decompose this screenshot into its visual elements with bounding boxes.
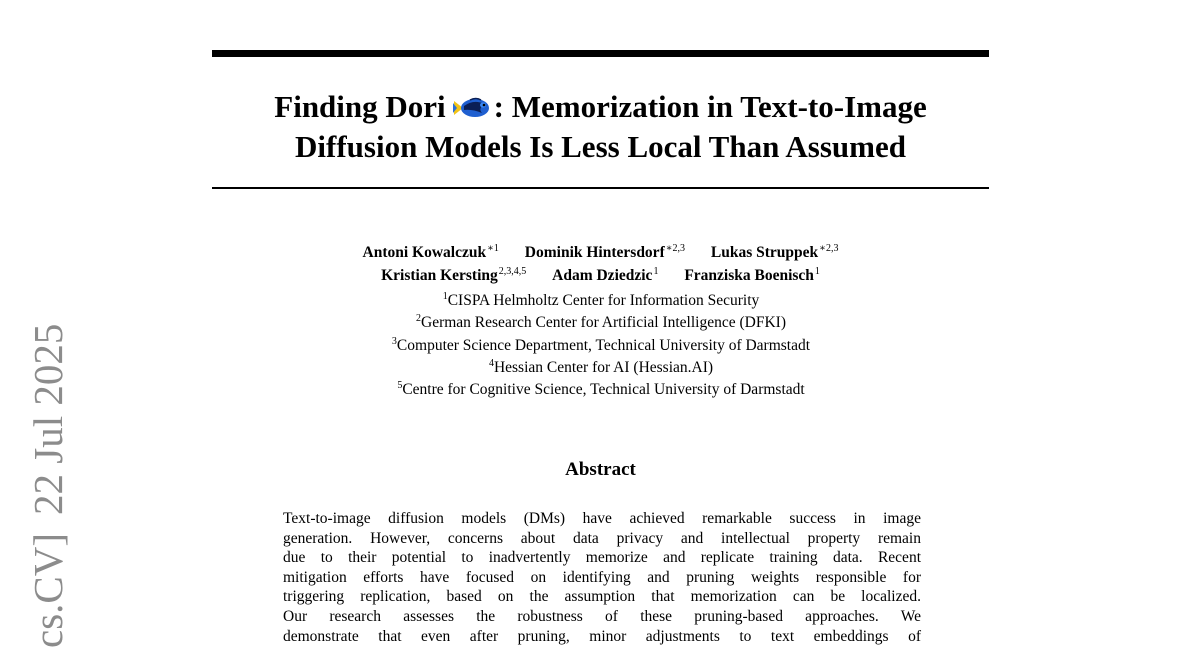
top-rule [212, 50, 989, 57]
abstract-line: due to their potential to inadvertently memorize and replicate training data. Recent [283, 549, 921, 567]
blue-tang-fish-icon [452, 97, 492, 119]
author-name: Antoni Kowalczuk [362, 244, 487, 261]
affiliation-number: 1 [442, 291, 448, 302]
affiliation-text: CISPA Helmholtz Center for Information Security [447, 292, 760, 309]
author-name: Adam Dziedzic [552, 266, 653, 284]
abstract-line: triggering replication, based on the assumption that memorization can be localized. [283, 588, 921, 606]
paper-title [212, 87, 989, 167]
affiliation [212, 379, 989, 401]
author-affiliation-mark: ∗2,3 [665, 243, 686, 254]
affiliation [212, 290, 989, 312]
author-affiliation-mark: 2,3,4,5 [498, 265, 527, 277]
abstract-line: demonstrate that even after pruning, minor adjustments to text embeddings of [283, 627, 921, 645]
author [552, 267, 658, 284]
abstract-line: generation. However, concerns about data privacy and intellectual property remain [283, 529, 921, 547]
affiliation-number: 5 [397, 380, 403, 392]
author-name: Kristian Kersting [381, 266, 498, 284]
author-affiliation-mark: ∗2,3 [819, 243, 839, 254]
title-text-end: : Memorization in Text-to-Image [493, 89, 927, 124]
title-text-start: Finding Dori [274, 89, 446, 124]
affiliation-text: German Research Center for Artificial Intelligence (DFKI) [421, 314, 786, 332]
author-affiliation-mark: ∗1 [487, 243, 499, 254]
author-affiliation-mark: 1 [653, 265, 659, 277]
author-list [212, 242, 989, 287]
affiliation-list [212, 290, 989, 401]
affiliation-number: 2 [416, 313, 422, 325]
abstract-line: mitigation efforts have focused on identifying and pruning weights responsible for [283, 568, 921, 586]
affiliation-number: 4 [488, 357, 494, 369]
affiliation-text: Computer Science Department, Technical University of Darmstadt [396, 336, 811, 354]
author-name: Lukas Struppek [710, 244, 819, 261]
author [525, 244, 685, 261]
abstract-heading: Abstract [565, 459, 636, 480]
author [684, 267, 820, 284]
abstract-line: Text-to-image diffusion models (DMs) have achieved remarkable success in image [283, 510, 921, 527]
arxiv-stamp [25, 323, 71, 648]
author-row-2 [212, 265, 989, 288]
author [381, 267, 526, 284]
affiliation [212, 312, 989, 334]
bottom-rule [212, 187, 989, 189]
affiliation-number: 3 [391, 335, 397, 347]
affiliation-text: Hessian Center for AI (Hessian.AI) [493, 358, 714, 376]
title-line-1 [212, 87, 989, 127]
arxiv-date: 22 Jul 2025 [25, 323, 71, 515]
affiliation [212, 335, 989, 357]
abstract-line: Our research assesses the robustness of these pruning-based approaches. We [283, 607, 921, 625]
abstract-body [283, 509, 921, 646]
title-line-2: Diffusion Models Is Less Local Than Assumed [295, 129, 906, 164]
author-name: Dominik Hintersdorf [524, 244, 665, 261]
author [711, 244, 839, 261]
author-row-1 [212, 242, 989, 265]
arxiv-category: cs.CV] [25, 532, 71, 648]
author-name: Franziska Boenisch [684, 266, 814, 284]
affiliation-text: Centre for Cognitive Science, Technical University of Darmstadt [402, 381, 805, 399]
author [363, 244, 499, 261]
author-affiliation-mark: 1 [814, 265, 820, 277]
affiliation [212, 357, 989, 379]
